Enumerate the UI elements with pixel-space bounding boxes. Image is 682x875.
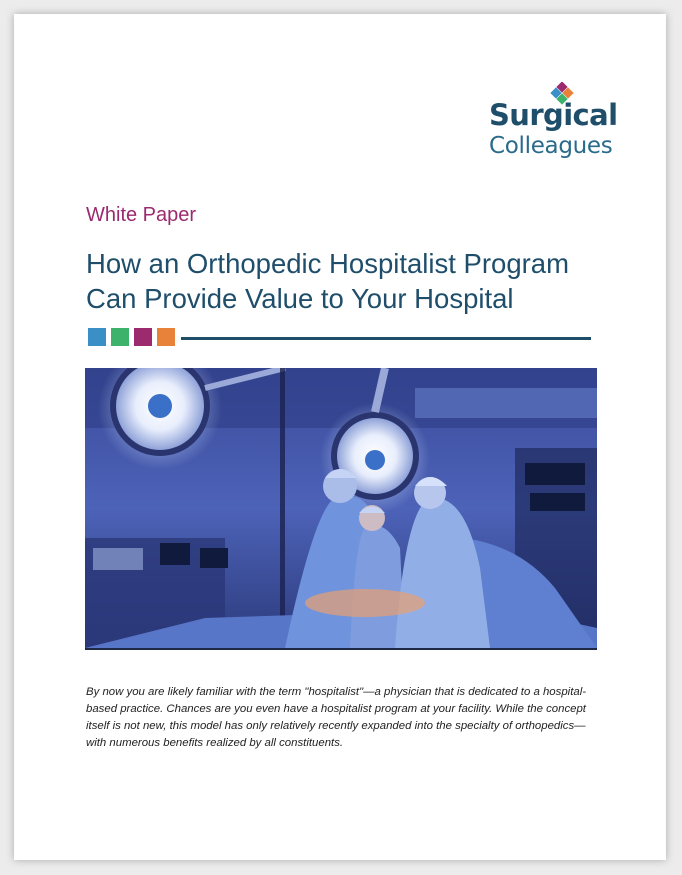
title-line-1: How an Orthopedic Hospitalist Program (86, 248, 569, 279)
operating-room-photo (85, 368, 597, 650)
divider-square-blue (88, 328, 106, 346)
surgical-colleagues-logo (489, 82, 619, 174)
white-paper-cover (14, 14, 666, 860)
logo-word-surgical: Surgical (489, 98, 618, 132)
divider-square-orange (157, 328, 175, 346)
operating-room-illustration (85, 368, 597, 648)
intro-paragraph: By now you are likely familiar with the term "hospitalist"—a physician that is dedicated to a hospital-based practice. Chances are you even have a hospitalist program at your facility. While the concept itself is not new, this model has only relatively recently expanded into the specialty of orthopedics—with numerous benefits realized by all constituents. (86, 686, 587, 749)
logo-word-colleagues: Colleagues (489, 133, 613, 159)
color-divider (88, 328, 593, 346)
divider-rule (181, 337, 591, 340)
divider-square-green (111, 328, 129, 346)
title-line-2: Can Provide Value to Your Hospital (86, 283, 514, 314)
document-type-label: White Paper (86, 204, 197, 226)
divider-square-purple (134, 328, 152, 346)
document-title (86, 246, 606, 316)
